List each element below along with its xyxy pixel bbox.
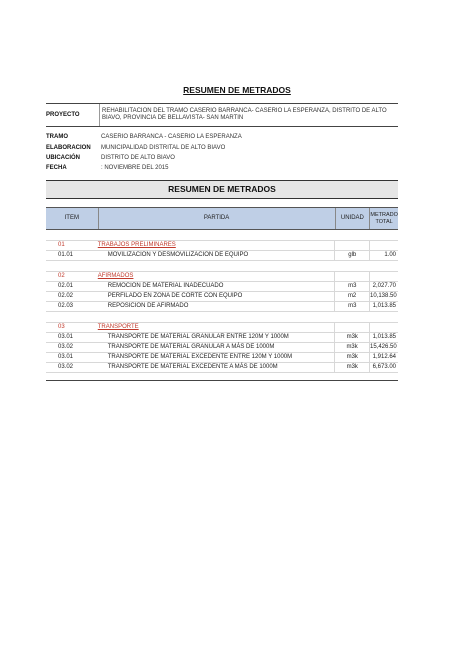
section-code: 03 (58, 324, 65, 330)
item-code: 02.02 (58, 293, 74, 299)
metrado-total-cell: 1,013.85 (369, 333, 398, 342)
item-code: 02.01 (58, 283, 74, 289)
section-unit-cell (334, 323, 369, 332)
unidad-cell: m3 (334, 302, 369, 311)
tramo-value: CASERIO BARRANCA - CASERIO LA ESPERANZA (101, 133, 242, 140)
metrado-total-cell: 1.00 (369, 251, 398, 260)
metrado-total-cell: 6,673.00 (369, 363, 398, 372)
table-row (46, 251, 398, 261)
metrado-total-cell: 15,426.50 (370, 344, 397, 350)
unidad-cell: m3k (334, 343, 369, 352)
tramo-label: TRAMO (46, 133, 68, 140)
ubicacion-value: DISTRITO DE ALTO BIAVO (101, 155, 175, 161)
table-row (46, 333, 398, 343)
elaboracion-row (46, 143, 398, 153)
unidad-cell: m3k (334, 363, 369, 372)
section-total-cell (369, 323, 398, 332)
partida-name: MOVILIZACION Y DESMOVILIZACION DE EQUIPO (107, 252, 249, 258)
ubicacion-label: UBICACIÓN (46, 155, 80, 161)
fecha-value: : NOVIEMBRE DEL 2015 (101, 165, 169, 171)
elaboracion-value: MUNICIPALIDAD DISTRITAL DE ALTO BIAVO (101, 145, 226, 151)
section-total-cell (369, 272, 398, 281)
spacer-row (46, 312, 398, 323)
unidad-cell: m2 (334, 292, 369, 301)
partida-name: REPOSICION DE AFIRMADO (107, 303, 189, 309)
proyecto-row (46, 103, 398, 127)
unidad-cell: m3 (334, 282, 369, 291)
tramo-row (46, 130, 398, 143)
partida-name: REMOCION DE MATERIAL INADECUADO (107, 283, 224, 289)
table-row (46, 363, 398, 373)
item-code: 03.01 (58, 354, 74, 360)
table-row (46, 353, 398, 363)
fecha-label: FECHA (46, 165, 67, 171)
section-name: AFIRMADOS (97, 273, 134, 279)
unidad-cell: m3k (334, 353, 369, 362)
proyecto-label: PROYECTO (46, 104, 100, 126)
partida-name: PERFILADO EN ZONA DE CORTE CON EQUIPO (107, 293, 243, 299)
spacer-row (46, 261, 398, 272)
unidad-cell: m3k (334, 333, 369, 342)
ubicacion-row (46, 153, 398, 163)
section-name: TRABAJOS PRELIMINARES (97, 242, 176, 248)
table-end-rule (46, 373, 398, 381)
section-unit-cell (334, 272, 369, 281)
fecha-row (46, 163, 398, 173)
item-code: 03.02 (58, 344, 74, 350)
section-code: 02 (58, 273, 65, 279)
table-row (46, 282, 398, 292)
elaboracion-label: ELABORACION (46, 145, 91, 151)
table-row (46, 302, 398, 312)
section-total-cell (369, 241, 398, 250)
proyecto-value: REHABILITACION DEL TRAMO CASERIO BARRANCA- CASERIO LA ESPERANZA, DISTRITO DE ALTO BIAVO, PROVINCIA DE BELLAVISTA- SAN MARTIN (102, 108, 387, 121)
summary-banner: RESUMEN DE METRADOS (46, 180, 398, 199)
project-info (46, 103, 398, 173)
section-row (46, 241, 398, 251)
page-title: RESUMEN DE METRADOS (183, 85, 291, 95)
table-header (46, 207, 398, 230)
section-row (46, 272, 398, 282)
header-unidad: UNIDAD (336, 208, 371, 229)
header-metrado-total: METRADO TOTAL (370, 211, 398, 225)
metrado-total-cell: 2,027.70 (369, 282, 398, 291)
partida-name: TRANSPORTE DE MATERIAL EXCEDENTE ENTRE 120M Y 1000M (107, 354, 293, 360)
section-row (46, 323, 398, 333)
header-partida: PARTIDA (99, 208, 336, 229)
metrado-total-cell: 10,138.50 (370, 293, 397, 299)
unidad-cell: glb (334, 251, 369, 260)
metrados-table (46, 207, 398, 381)
table-row (46, 343, 398, 353)
metrado-total-cell: 1,912.64 (369, 353, 398, 362)
item-code: 03.02 (58, 364, 74, 370)
section-code: 01 (58, 242, 65, 248)
partida-name: TRANSPORTE DE MATERIAL GRANULAR A MÁS DE 1000M (107, 344, 275, 350)
table-body (46, 230, 398, 373)
item-code: 03.01 (58, 334, 74, 340)
partida-name: TRANSPORTE DE MATERIAL EXCEDENTE A MÁS DE 1000M (107, 364, 278, 370)
header-item: ITEM (46, 208, 99, 229)
spacer-row (46, 230, 398, 241)
item-code: 01.01 (58, 252, 74, 258)
section-unit-cell (334, 241, 369, 250)
table-row (46, 292, 398, 302)
partida-name: TRANSPORTE DE MATERIAL GRANULAR ENTRE 120M Y 1000M (107, 334, 289, 340)
section-name: TRANSPORTE (97, 324, 139, 330)
metrado-total-cell: 1,013.85 (369, 302, 398, 311)
item-code: 02.03 (58, 303, 74, 309)
